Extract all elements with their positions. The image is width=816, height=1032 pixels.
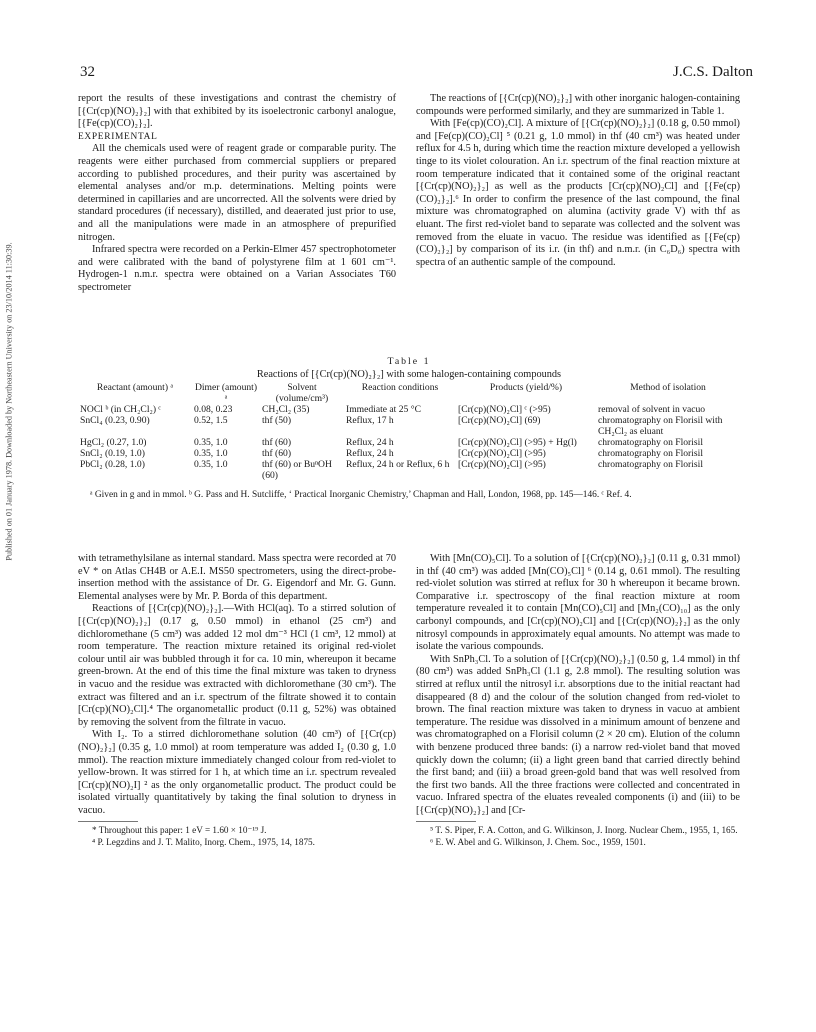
table-cell: Reflux, 24 h: [346, 448, 394, 459]
download-notice-text: Published on 01 January 1978. Downloaded by Northeastern University on 23/10/2014 11:30:39.: [4, 242, 14, 561]
table-caption: Reactions of [{Cr(cp)(NO)₂}₂] with some halogen-containing compounds: [256, 369, 562, 380]
footnote: ⁵ T. S. Piper, F. A. Cotton, and G. Wilkinson, J. Inorg. Nuclear Chem., 1955, 1, 165.: [430, 825, 738, 836]
column-right-bottom: [416, 553, 740, 849]
paragraph: Reactions of [{Cr(cp)(NO)₂}₂].—With HCl(aq). To a stirred solution of [{Cr(cp)(NO)₂}₂] (0.17 g, 0.50 mmol) in ethanol (25 cm³) and dichloromethane (5 cm³) was added 12 mol dm⁻³ HCl (1 cm³, 12 mmol) at room temperature. The reaction mixture retained its original red-violet colour until air was bubbled through it for ca. 10 min, whereupon it became green-brown. At the end of this time the final mixture was taken to dryness in vacuo and the residue was extracted with dichloromethane (30 cm³). The extract was filtered and an i.r. spectrum of the filtrate showed it to contain [Cr(cp)(NO)₂Cl].⁴ The organometallic product (0.11 g, 52%) was obtained by removing the solvent from the filtrate in vacuo.: [78, 603, 396, 728]
table-cell: [Cr(cp)(NO)₂Cl] (69): [458, 415, 541, 426]
table-row: [78, 459, 740, 481]
table-cell: thf (50): [262, 415, 292, 426]
download-notice-sidebar: [2, 175, 16, 635]
table-cell: chromatography on Florisil: [598, 437, 703, 448]
column-right-top: [416, 93, 740, 269]
table-cell: [Cr(cp)(NO)₂Cl] (>95) + Hg(l): [458, 437, 577, 448]
footnote-rule: [78, 821, 138, 822]
table-cell: 0.52, 1.5: [194, 415, 228, 426]
column-header: Products (yield/%): [489, 382, 563, 393]
table-cell: thf (60): [262, 437, 292, 448]
table-cell: PbCl₂ (0.28, 1.0): [80, 459, 145, 470]
column-header: Reaction conditions: [361, 382, 439, 393]
column-header: Dimer (amount) ᵃ: [194, 382, 258, 404]
table-cell: NOCl ᵇ (in CH₂Cl₂) ᶜ: [80, 404, 161, 415]
paragraph: All the chemicals used were of reagent grade or comparable purity. The reagents were either purchased from commercial suppliers or prepared according to published procedures, and their purity was ascertained by elemental analyses and/or m.p. determinations. Melting points were determined in capillaries and are uncorrected. All the solvents were dried by standard procedures (if necessary), distilled, and deaerated just prior to use, and all the manipulations were made in an atmosphere of prepurified nitrogen.: [78, 143, 396, 243]
page-number: 32: [80, 64, 95, 80]
reactions-table: [78, 382, 740, 481]
table-row: [78, 415, 740, 437]
table-row: [78, 437, 740, 448]
paragraph: The reactions of [{Cr(cp)(NO)₂}₂] with other inorganic halogen-containing compounds were performed similarly, and they are summarized in Table 1.: [416, 93, 740, 117]
table-cell: chromatography on Florisil: [598, 448, 703, 459]
column-left-bottom: [78, 553, 396, 849]
paragraph: With SnPh₃Cl. To a solution of [{Cr(cp)(NO)₂}₂] (0.50 g, 1.4 mmol) in thf (80 cm³) was added SnPh₃Cl (1.1 g, 2.8 mmol). The resulting solution was stirred at reflux until the nitrosyl i.r. absorptions due to the initial reactant had disappeared (8 d) and the colour of the solution changed from red-violet to brown. The final reaction mixture was taken to dryness in vacuo at ambient temperature. The residue was dissolved in a minimum amount of benzene and was chromatographed on a Florisil column (2 × 20 cm). Elution of the column with benzene produced three bands: (i) a narrow red-violet band that moved quickly down the column; (ii) a light green band that carried directly behind the first band; and (iii) a broad green-gold band that was well resolved from the first two bands. All the three fractions were collected and concentrated in vacuo. Infrared spectra of the eluates revealed components (i) and (iii) to be [{Cr(cp)(NO)₂}₂] and [Cr-: [416, 653, 740, 816]
table-cell: [Cr(cp)(NO)₂Cl] (>95): [458, 448, 546, 459]
table-row: [78, 404, 740, 415]
paragraph: With I₂. To a stirred dichloromethane solution (40 cm³) of [{Cr(cp)(NO)₂}₂] (0.35 g, 1.0 mmol) at room temperature was added I₂ (0.30 g, 1.0 mmol). The reaction mixture immediately changed colour from red-violet to yellow-brown. It was stirred for 1 h, at which time an i.r. spectrum revealed [Cr(cp)(NO)₂I] ² as the only organometallic product. The product could be isolated virtually quantitatively by taking the final solution to dryness in vacuo.: [78, 729, 396, 816]
table-cell: Reflux, 24 h: [346, 437, 394, 448]
column-header: Reactant (amount) ᵃ: [96, 382, 174, 393]
table-footnote: ᵃ Given in g and in mmol. ᵇ G. Pass and H. Sutcliffe, ‘ Practical Inorganic Chemistry,’ Chapman and Hall, London, 1968, pp. 145—146. ᶜ Ref. 4.: [90, 490, 632, 500]
table-cell: CH₂Cl₂ (35): [262, 404, 310, 415]
running-head: J.C.S. Dalton: [672, 64, 753, 80]
table-cell: 0.08, 0.23: [194, 404, 233, 415]
table-cell: thf (60): [262, 448, 292, 459]
paragraph: With [Fe(cp)(CO)₂Cl]. A mixture of [{Cr(cp)(NO)₂}₂] (0.18 g, 0.50 mmol) and [Fe(cp)(CO)₂Cl] ⁵ (0.21 g, 1.0 mmol) in thf (40 cm³) was heated under reflux for 4.5 h, during which time the reaction mixture developed a yellowish tinge to its violet colouration. An i.r. spectrum of the final reaction mixture at room temperature indicated that it contained some of the original reactant [{Cr(cp)(NO)₂}₂] as well as the products [Cr(cp)(NO)₂Cl] and [{Fe(cp)(CO)₂}₂].⁶ In order to confirm the presence of the last compound, the final mixture was chromatographed on alumina (activity grade V) with thf as eluant. The first red-violet band to separate was collected and the solvent was removed from the eluate in vacuo. The residue was identified as [{Fe(cp)(CO)₂}₂] by comparison of its i.r. (in thf) and n.m.r. (in C₆D₆) spectra with spectra of an authentic sample of the compound.: [416, 118, 740, 268]
table-cell: 0.35, 1.0: [194, 448, 228, 459]
table-cell: SnCl₂ (0.19, 1.0): [80, 448, 145, 459]
column-left-top: [78, 93, 396, 295]
table-cell: 0.35, 1.0: [194, 437, 228, 448]
paragraph: Infrared spectra were recorded on a Perkin-Elmer 457 spectrophotometer and were calibrated with the band of polystyrene film at 1 601 cm⁻¹. Hydrogen-1 n.m.r. spectra were obtained on a Varian Associates T60 spectrometer: [78, 244, 396, 293]
table-cell: [Cr(cp)(NO)₂Cl] (>95): [458, 459, 546, 470]
paragraph: With [Mn(CO)₅Cl]. To a solution of [{Cr(cp)(NO)₂}₂] (0.11 g, 0.31 mmol) in thf (40 cm³) was added [Mn(CO)₅Cl] ⁶ (0.14 g, 0.61 mmol). The resulting red-violet solution was stirred at reflux for 30 h whereupon it became brown. Comparative i.r. spectroscopy of the final reaction mixture at room temperature revealed it to contain [Mn(CO)₅Cl] and [Mn₂(CO)₁₀] as the only carbonyl compounds, and [Cr(cp)(NO)₂Cl] and [{Cr(cp)(NO)₂}₂] as the only nitrosyl compounds in approximately equal amounts. No attempt was made to isolate the various compounds.: [416, 553, 740, 653]
section-heading: EXPERIMENTAL: [78, 131, 158, 142]
column-header: Solvent (volume/cm³): [275, 382, 329, 404]
table-row: [78, 448, 740, 459]
table-cell: removal of solvent in vacuo: [598, 404, 706, 415]
table-cell: Reflux, 17 h: [346, 415, 394, 426]
table-cell: HgCl₂ (0.27, 1.0): [80, 437, 147, 448]
table-cell: SnCl₄ (0.23, 0.90): [80, 415, 150, 426]
footnote: * Throughout this paper: 1 eV = 1.60 × 10⁻¹⁹ J.: [92, 825, 267, 836]
footnote-rule: [416, 821, 476, 822]
table-cell: 0.35, 1.0: [194, 459, 228, 470]
table-label: Table 1: [387, 356, 431, 367]
column-header: Method of isolation: [630, 382, 706, 393]
table-1: [78, 356, 740, 501]
table-cell: [Cr(cp)(NO)₂Cl] ᶜ (>95): [458, 404, 551, 415]
paragraph: with tetramethylsilane as internal standard. Mass spectra were recorded at 70 eV * on Atlas CH4B or A.E.I. MS50 spectrometers, using the direct-probe-insertion method with the assistance of Dr. G. Eigendorf and Mr. G. Gunn. Elemental analyses were by Mr. P. Borda of this department.: [78, 553, 396, 602]
table-header-row: [78, 382, 740, 404]
footnote: ⁴ P. Legzdins and J. T. Malito, Inorg. Chem., 1975, 14, 1875.: [92, 837, 315, 848]
table-cell: thf (60) or BuⁿOH (60): [262, 459, 332, 481]
paragraph: report the results of these investigations and contrast the chemistry of [{Cr(cp)(NO)₂}₂] with that exhibited by its isoelectronic carbonyl analogue, [{Fe(cp)(CO)₂}₂].: [78, 93, 396, 130]
table-cell: chromatography on Florisil: [598, 459, 703, 470]
table-cell: chromatography on Florisil with CH₂Cl₂ as eluant: [598, 415, 723, 437]
table-cell: Immediate at 25 °C: [346, 404, 421, 415]
footnote: ⁶ E. W. Abel and G. Wilkinson, J. Chem. Soc., 1959, 1501.: [430, 837, 646, 848]
table-cell: Reflux, 24 h or Reflux, 6 h: [346, 459, 450, 470]
